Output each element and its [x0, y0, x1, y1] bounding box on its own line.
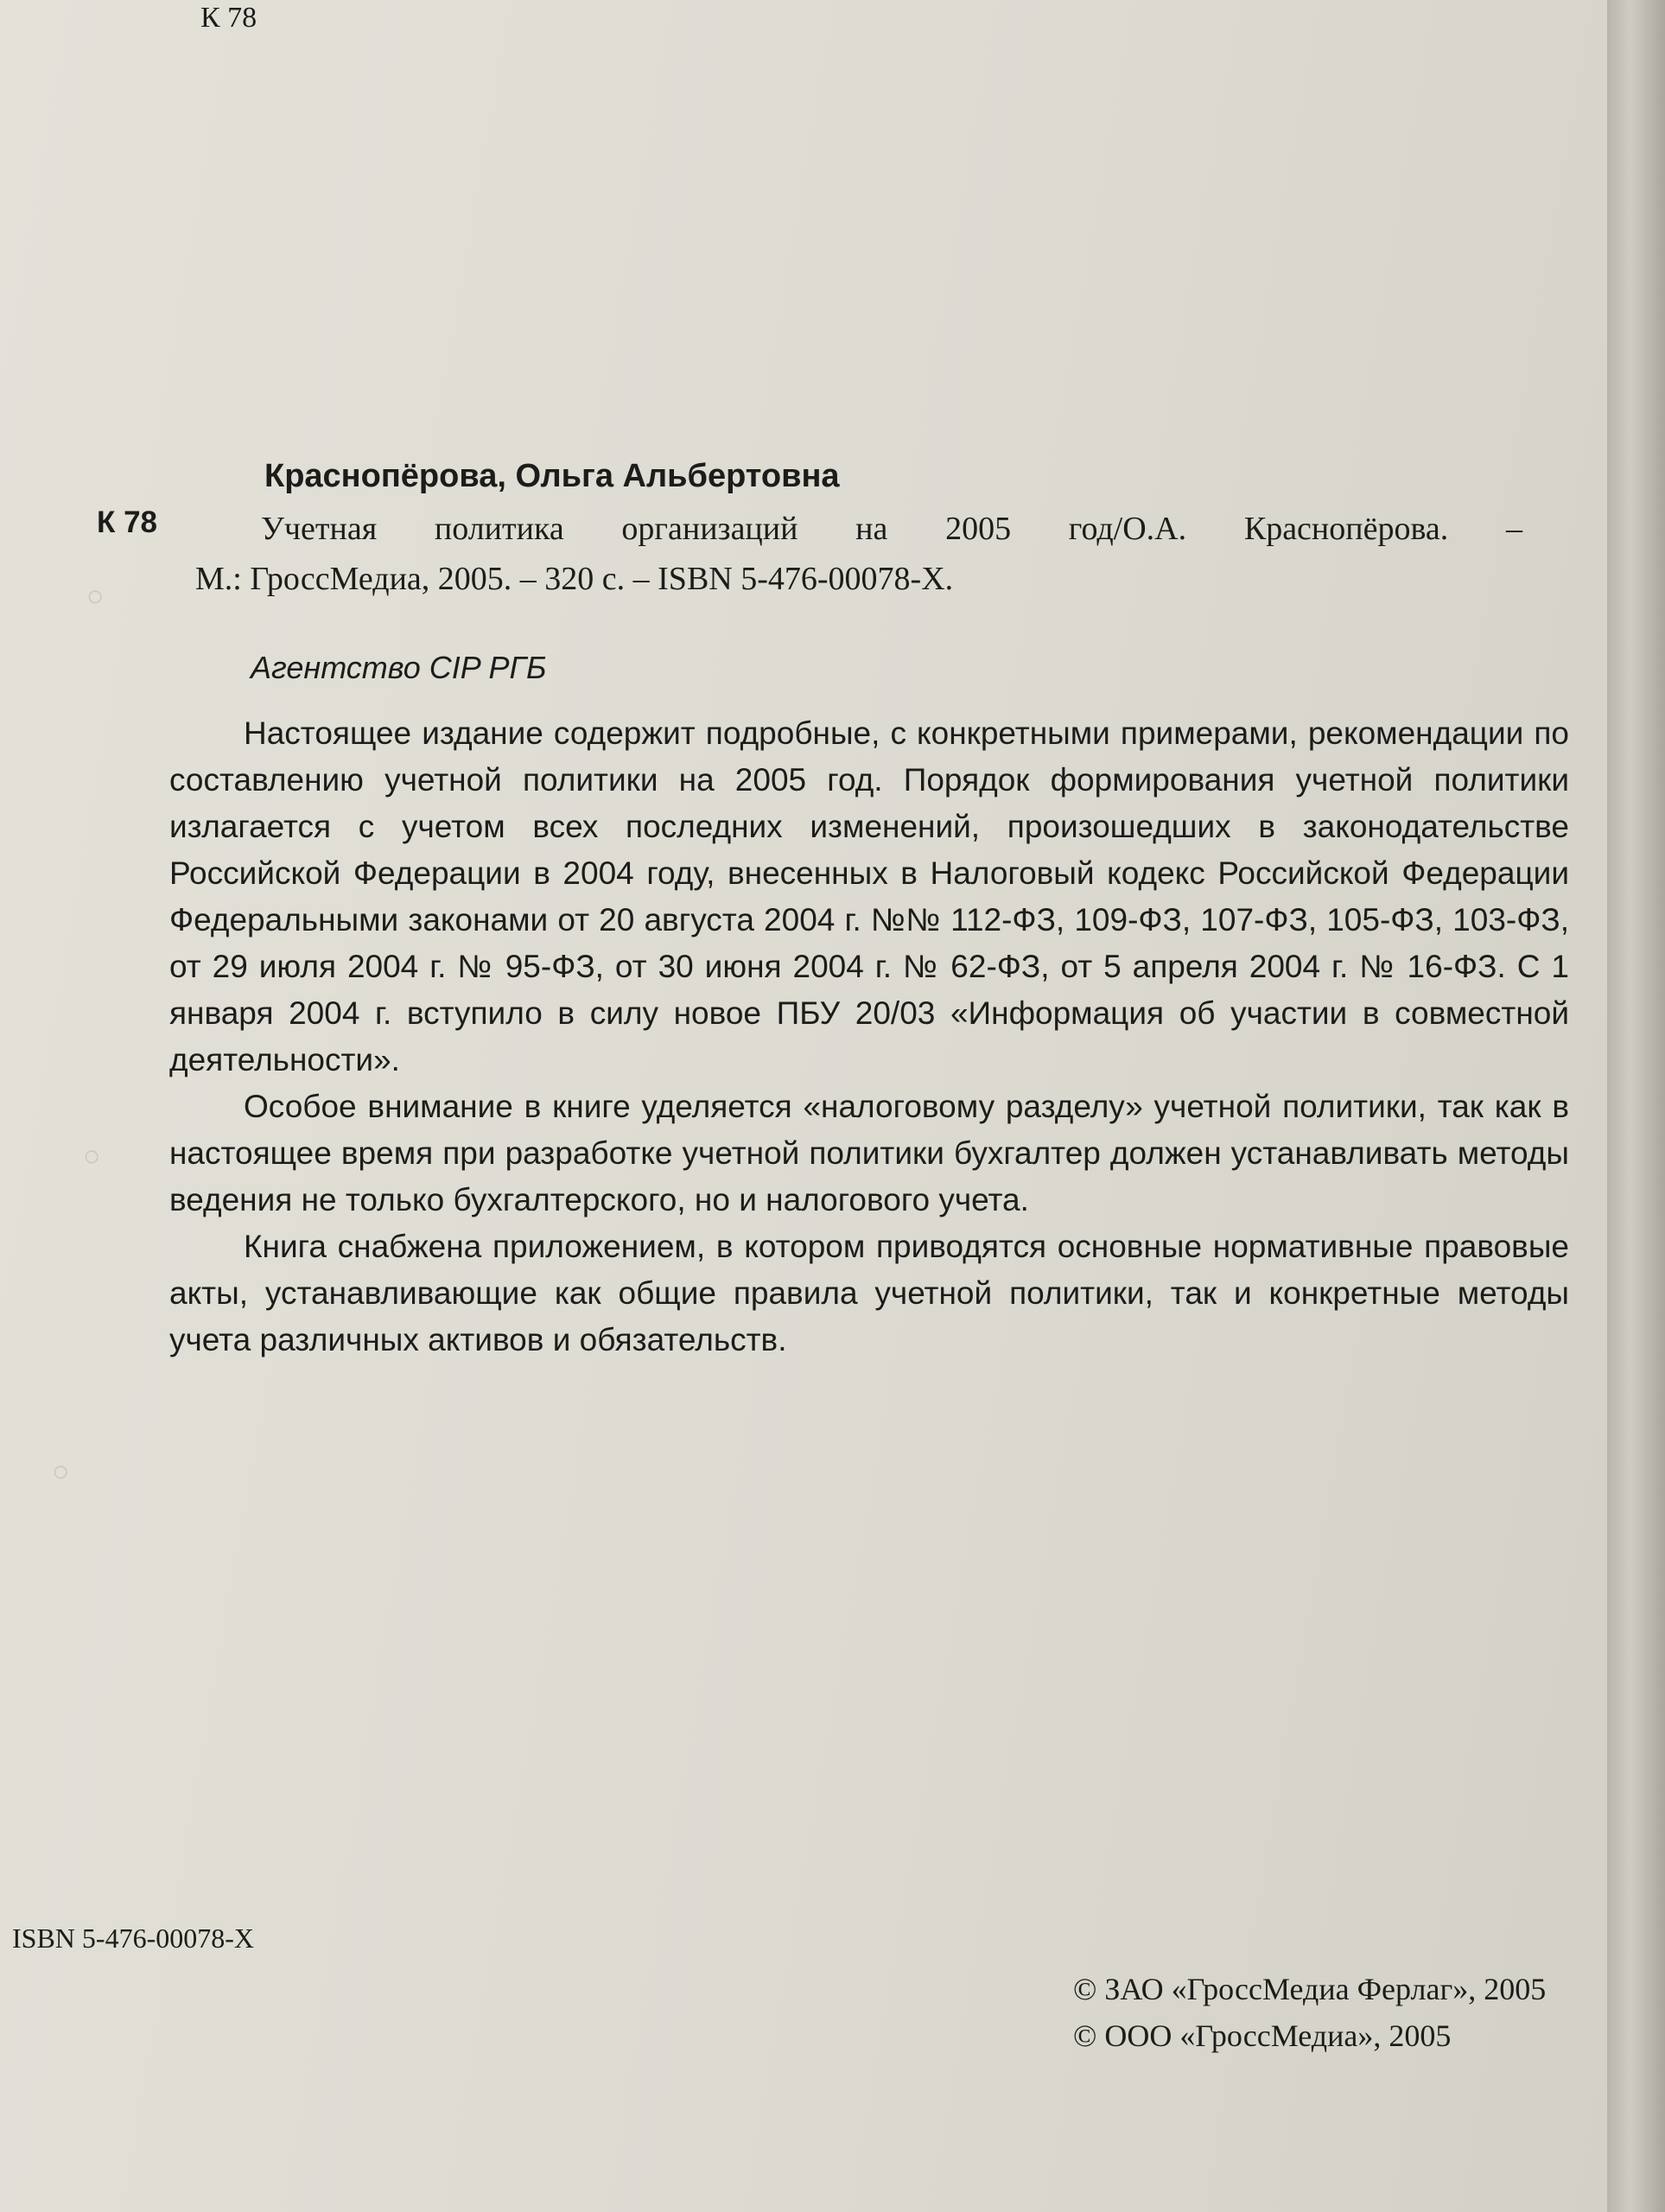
catalog-code-left: К 78: [97, 505, 158, 539]
page-stack-edge: [1607, 0, 1665, 2212]
catalog-code-top: К 78: [200, 2, 257, 34]
copyright-line: © ЗАО «ГроссМедиа Ферлаг», 2005: [1073, 1972, 1547, 2006]
bibliographic-line-imprint: М.: ГроссМедиа, 2005. – 320 с. – ISBN 5-476-00078-Х.: [195, 561, 954, 597]
cip-agency: Агентство CIP РГБ: [251, 650, 547, 685]
bleed-through-mark: ○: [83, 1141, 101, 1173]
isbn-footer: ISBN 5-476-00078-Х: [12, 1923, 254, 1954]
author-heading: Краснопёрова, Ольга Альбертовна: [264, 458, 840, 494]
bleed-through-mark: ○: [52, 1456, 70, 1488]
copyright-line: © ООО «ГроссМедиа», 2005: [1073, 2018, 1452, 2053]
annotation-paragraph: Книга снабжена приложением, в котором приводятся основные нормативные правовые акты, устанавливающие как общие правила учетной политики, так и конкретные методы учета различных активов и обязательств.: [169, 1229, 1569, 1357]
bleed-through-mark: ○: [86, 581, 105, 613]
annotation-paragraph: Особое внимание в книге уделяется «налоговому разделу» учетной политики, так как в настоящее время при разработке учетной политики бухгалтер должен устанавливать методы ведения не только бухгалтерского, но и налогового учета.: [169, 1089, 1569, 1217]
copyright-block: [1073, 1966, 1546, 2059]
annotation: [169, 710, 1569, 1363]
annotation-paragraph: Настоящее издание содержит подробные, с конкретными примерами, рекомендации по составлению учетной политики на 2005 год. Порядок формирования учетной политики излагается с учетом всех последних изменений, произошедших в законодательстве Российской Федерации в 2004 году, внесенных в Налоговый кодекс Российской Федерации Федеральными законами от 20 августа 2004 г. №№ 112-ФЗ, 109-ФЗ, 107-ФЗ, 105-ФЗ, 103-ФЗ, от 29 июля 2004 г. № 95-ФЗ, от 30 июня 2004 г. № 62-ФЗ, от 5 апреля 2004 г. № 16-ФЗ. С 1 января 2004 г. вступило в силу новое ПБУ 20/03 «Информация об участии в совместной деятельности».: [169, 715, 1569, 1077]
bibliographic-line-title: Учетная политика организаций на 2005 год/О.А. Краснопёрова. –: [261, 511, 1522, 547]
